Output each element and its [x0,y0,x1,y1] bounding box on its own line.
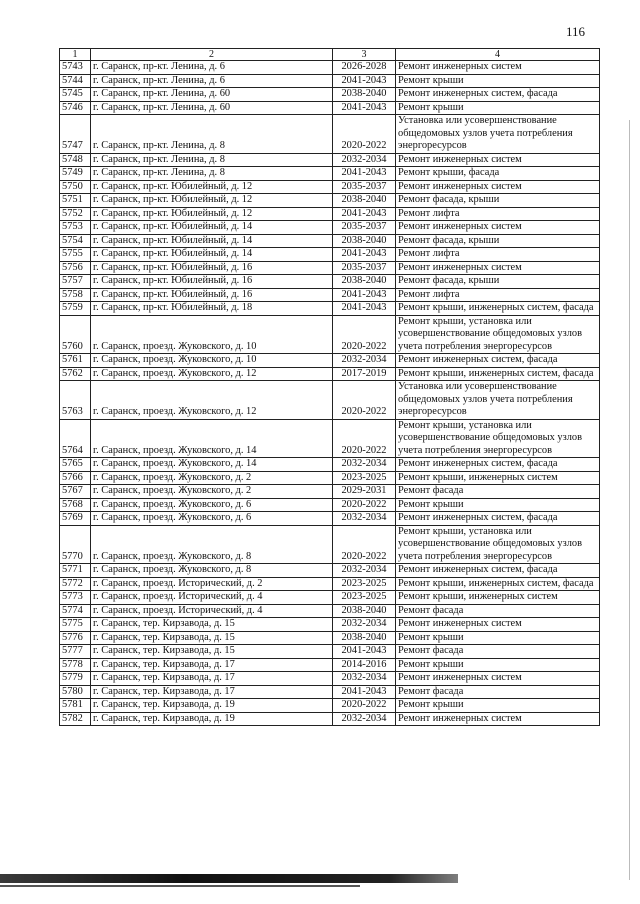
years-cell: 2032-2034 [333,618,396,632]
address-cell: г. Саранск, пр-кт. Ленина, д. 8 [91,115,333,154]
years-cell: 2041-2043 [333,685,396,699]
years-cell: 2020-2022 [333,498,396,512]
work-type-cell: Ремонт фасада [396,685,600,699]
work-type-cell: Установка или усовершенствование общедомовых узлов учета потребления энергоресурсов [396,115,600,154]
table-row [60,302,600,316]
table-row [60,458,600,472]
address-cell: г. Саранск, пр-кт. Юбилейный, д. 18 [91,302,333,316]
table-row [60,153,600,167]
table-row [60,672,600,686]
row-number-cell: 5750 [60,180,91,194]
years-cell: 2020-2022 [333,699,396,713]
work-type-cell: Ремонт инженерных систем, фасада [396,88,600,102]
years-cell: 2032-2034 [333,564,396,578]
work-type-cell: Ремонт фасада, крыши [396,234,600,248]
address-cell: г. Саранск, проезд. Жуковского, д. 2 [91,485,333,499]
work-type-cell: Ремонт инженерных систем, фасада [396,458,600,472]
row-number-cell: 5765 [60,458,91,472]
row-number-cell: 5772 [60,577,91,591]
row-number-cell: 5746 [60,101,91,115]
address-cell: г. Саранск, проезд. Жуковского, д. 2 [91,471,333,485]
row-number-cell: 5777 [60,645,91,659]
years-cell: 2023-2025 [333,577,396,591]
address-cell: г. Саранск, пр-кт. Юбилейный, д. 14 [91,221,333,235]
row-number-cell: 5744 [60,74,91,88]
address-cell: г. Саранск, пр-кт. Юбилейный, д. 14 [91,234,333,248]
row-number-cell: 5771 [60,564,91,578]
years-cell: 2017-2019 [333,367,396,381]
row-number-cell: 5755 [60,248,91,262]
table-row [60,180,600,194]
row-number-cell: 5780 [60,685,91,699]
table-row [60,712,600,726]
work-type-cell: Ремонт инженерных систем [396,261,600,275]
table-row [60,645,600,659]
row-number-cell: 5782 [60,712,91,726]
table-row [60,234,600,248]
row-number-cell: 5778 [60,658,91,672]
years-cell: 2038-2040 [333,88,396,102]
row-number-cell: 5760 [60,315,91,354]
address-cell: г. Саранск, пр-кт. Ленина, д. 8 [91,167,333,181]
years-cell: 2020-2022 [333,419,396,458]
address-cell: г. Саранск, пр-кт. Ленина, д. 8 [91,153,333,167]
years-cell: 2035-2037 [333,180,396,194]
table-row [60,604,600,618]
work-type-cell: Ремонт фасада [396,604,600,618]
work-type-cell: Ремонт лифта [396,248,600,262]
work-type-cell: Ремонт инженерных систем [396,618,600,632]
address-cell: г. Саранск, проезд. Жуковского, д. 8 [91,564,333,578]
address-cell: г. Саранск, пр-кт. Юбилейный, д. 16 [91,275,333,289]
row-number-cell: 5761 [60,354,91,368]
address-cell: г. Саранск, проезд. Исторический, д. 2 [91,577,333,591]
years-cell: 2020-2022 [333,525,396,564]
work-type-cell: Ремонт крыши, инженерных систем, фасада [396,577,600,591]
address-cell: г. Саранск, проезд. Жуковского, д. 6 [91,512,333,526]
table-row [60,248,600,262]
row-number-cell: 5752 [60,207,91,221]
work-type-cell: Ремонт инженерных систем [396,180,600,194]
years-cell: 2038-2040 [333,631,396,645]
row-number-cell: 5773 [60,591,91,605]
row-number-cell: 5774 [60,604,91,618]
work-type-cell: Ремонт крыши [396,699,600,713]
table-row [60,194,600,208]
row-number-cell: 5762 [60,367,91,381]
years-cell: 2029-2031 [333,485,396,499]
row-number-cell: 5776 [60,631,91,645]
work-type-cell: Ремонт крыши [396,658,600,672]
work-type-cell: Ремонт инженерных систем, фасада [396,354,600,368]
address-cell: г. Саранск, пр-кт. Ленина, д. 60 [91,101,333,115]
scan-edge-line [629,120,630,880]
row-number-cell: 5770 [60,525,91,564]
table-row [60,61,600,75]
row-number-cell: 5745 [60,88,91,102]
table-row [60,658,600,672]
address-cell: г. Саранск, проезд. Жуковского, д. 12 [91,367,333,381]
years-cell: 2032-2034 [333,458,396,472]
table-row [60,221,600,235]
address-cell: г. Саранск, проезд. Исторический, д. 4 [91,591,333,605]
page-number: 116 [566,24,586,39]
address-cell: г. Саранск, проезд. Жуковского, д. 6 [91,498,333,512]
address-cell: г. Саранск, тер. Кирзавода, д. 17 [91,672,333,686]
row-number-cell: 5756 [60,261,91,275]
table-row [60,685,600,699]
row-number-cell: 5767 [60,485,91,499]
work-type-cell: Установка или усовершенствование общедомовых узлов учета потребления энергоресурсов [396,381,600,420]
address-cell: г. Саранск, пр-кт. Ленина, д. 6 [91,61,333,75]
years-cell: 2038-2040 [333,275,396,289]
work-type-cell: Ремонт крыши [396,101,600,115]
years-cell: 2020-2022 [333,115,396,154]
row-number-cell: 5759 [60,302,91,316]
work-type-cell: Ремонт крыши, установка или усовершенствование общедомовых узлов учета потребления энергоресурсов [396,419,600,458]
years-cell: 2041-2043 [333,207,396,221]
work-type-cell: Ремонт лифта [396,288,600,302]
work-type-cell: Ремонт крыши, инженерных систем, фасада [396,367,600,381]
table-body [60,61,600,726]
address-cell: г. Саранск, пр-кт. Ленина, д. 6 [91,74,333,88]
work-type-cell: Ремонт инженерных систем [396,672,600,686]
address-cell: г. Саранск, пр-кт. Юбилейный, д. 16 [91,288,333,302]
scan-artifact-line [0,885,360,887]
address-cell: г. Саранск, тер. Кирзавода, д. 15 [91,631,333,645]
table-row [60,699,600,713]
years-cell: 2020-2022 [333,381,396,420]
work-type-cell: Ремонт крыши [396,74,600,88]
column-header-number: 1 [60,49,91,61]
work-type-cell: Ремонт крыши, фасада [396,167,600,181]
table-row [60,631,600,645]
row-number-cell: 5751 [60,194,91,208]
years-cell: 2032-2034 [333,712,396,726]
address-cell: г. Саранск, проезд. Жуковского, д. 12 [91,381,333,420]
table-row [60,207,600,221]
work-type-cell: Ремонт крыши, инженерных систем, фасада [396,302,600,316]
years-cell: 2038-2040 [333,194,396,208]
years-cell: 2038-2040 [333,604,396,618]
table-row [60,167,600,181]
years-cell: 2041-2043 [333,101,396,115]
work-type-cell: Ремонт фасада [396,485,600,499]
address-cell: г. Саранск, проезд. Жуковского, д. 14 [91,419,333,458]
table-row [60,419,600,458]
table-row [60,498,600,512]
work-type-cell: Ремонт инженерных систем, фасада [396,512,600,526]
table-row [60,381,600,420]
address-cell: г. Саранск, тер. Кирзавода, д. 19 [91,699,333,713]
table-header-row [60,49,600,61]
years-cell: 2041-2043 [333,288,396,302]
table-row [60,74,600,88]
row-number-cell: 5768 [60,498,91,512]
table-row [60,275,600,289]
work-type-cell: Ремонт инженерных систем [396,153,600,167]
row-number-cell: 5757 [60,275,91,289]
work-type-cell: Ремонт крыши, инженерных систем [396,471,600,485]
row-number-cell: 5748 [60,153,91,167]
years-cell: 2026-2028 [333,61,396,75]
column-header-years: 3 [333,49,396,61]
years-cell: 2032-2034 [333,354,396,368]
table-row [60,618,600,632]
table-row [60,261,600,275]
address-cell: г. Саранск, тер. Кирзавода, д. 15 [91,645,333,659]
work-type-cell: Ремонт инженерных систем, фасада [396,564,600,578]
address-cell: г. Саранск, проезд. Жуковского, д. 14 [91,458,333,472]
years-cell: 2032-2034 [333,153,396,167]
address-cell: г. Саранск, проезд. Жуковского, д. 8 [91,525,333,564]
years-cell: 2020-2022 [333,315,396,354]
table-row [60,367,600,381]
years-cell: 2023-2025 [333,591,396,605]
work-type-cell: Ремонт крыши, инженерных систем [396,591,600,605]
work-type-cell: Ремонт крыши [396,631,600,645]
column-header-address: 2 [91,49,333,61]
table-row [60,512,600,526]
work-type-cell: Ремонт фасада, крыши [396,275,600,289]
row-number-cell: 5766 [60,471,91,485]
years-cell: 2032-2034 [333,672,396,686]
years-cell: 2041-2043 [333,248,396,262]
work-type-cell: Ремонт крыши, установка или усовершенствование общедомовых узлов учета потребления энергоресурсов [396,525,600,564]
work-type-cell: Ремонт крыши, установка или усовершенствование общедомовых узлов учета потребления энергоресурсов [396,315,600,354]
work-type-cell: Ремонт инженерных систем [396,61,600,75]
address-cell: г. Саранск, пр-кт. Юбилейный, д. 14 [91,248,333,262]
row-number-cell: 5747 [60,115,91,154]
address-cell: г. Саранск, тер. Кирзавода, д. 17 [91,685,333,699]
work-type-cell: Ремонт инженерных систем [396,712,600,726]
table-row [60,354,600,368]
address-cell: г. Саранск, пр-кт. Юбилейный, д. 16 [91,261,333,275]
address-cell: г. Саранск, пр-кт. Ленина, д. 60 [91,88,333,102]
table-row [60,315,600,354]
address-cell: г. Саранск, пр-кт. Юбилейный, д. 12 [91,180,333,194]
work-type-cell: Ремонт фасада [396,645,600,659]
table-row [60,471,600,485]
row-number-cell: 5749 [60,167,91,181]
column-header-work: 4 [396,49,600,61]
table-row [60,525,600,564]
address-cell: г. Саранск, тер. Кирзавода, д. 19 [91,712,333,726]
row-number-cell: 5753 [60,221,91,235]
capital-repair-table [59,48,600,726]
years-cell: 2014-2016 [333,658,396,672]
scan-artifact-bar [0,874,458,883]
table-row [60,564,600,578]
table-row [60,88,600,102]
row-number-cell: 5769 [60,512,91,526]
row-number-cell: 5754 [60,234,91,248]
table-row [60,115,600,154]
table-row [60,101,600,115]
row-number-cell: 5743 [60,61,91,75]
address-cell: г. Саранск, проезд. Жуковского, д. 10 [91,315,333,354]
years-cell: 2041-2043 [333,74,396,88]
years-cell: 2023-2025 [333,471,396,485]
years-cell: 2041-2043 [333,645,396,659]
years-cell: 2032-2034 [333,512,396,526]
work-type-cell: Ремонт крыши [396,498,600,512]
address-cell: г. Саранск, проезд. Исторический, д. 4 [91,604,333,618]
row-number-cell: 5764 [60,419,91,458]
row-number-cell: 5779 [60,672,91,686]
row-number-cell: 5781 [60,699,91,713]
table-row [60,577,600,591]
work-type-cell: Ремонт фасада, крыши [396,194,600,208]
address-cell: г. Саранск, пр-кт. Юбилейный, д. 12 [91,207,333,221]
row-number-cell: 5775 [60,618,91,632]
address-cell: г. Саранск, проезд. Жуковского, д. 10 [91,354,333,368]
table-row [60,591,600,605]
years-cell: 2035-2037 [333,261,396,275]
years-cell: 2041-2043 [333,302,396,316]
row-number-cell: 5758 [60,288,91,302]
address-cell: г. Саранск, пр-кт. Юбилейный, д. 12 [91,194,333,208]
years-cell: 2038-2040 [333,234,396,248]
work-type-cell: Ремонт лифта [396,207,600,221]
address-cell: г. Саранск, тер. Кирзавода, д. 17 [91,658,333,672]
years-cell: 2035-2037 [333,221,396,235]
years-cell: 2041-2043 [333,167,396,181]
row-number-cell: 5763 [60,381,91,420]
address-cell: г. Саранск, тер. Кирзавода, д. 15 [91,618,333,632]
table-row [60,485,600,499]
work-type-cell: Ремонт инженерных систем [396,221,600,235]
table-row [60,288,600,302]
